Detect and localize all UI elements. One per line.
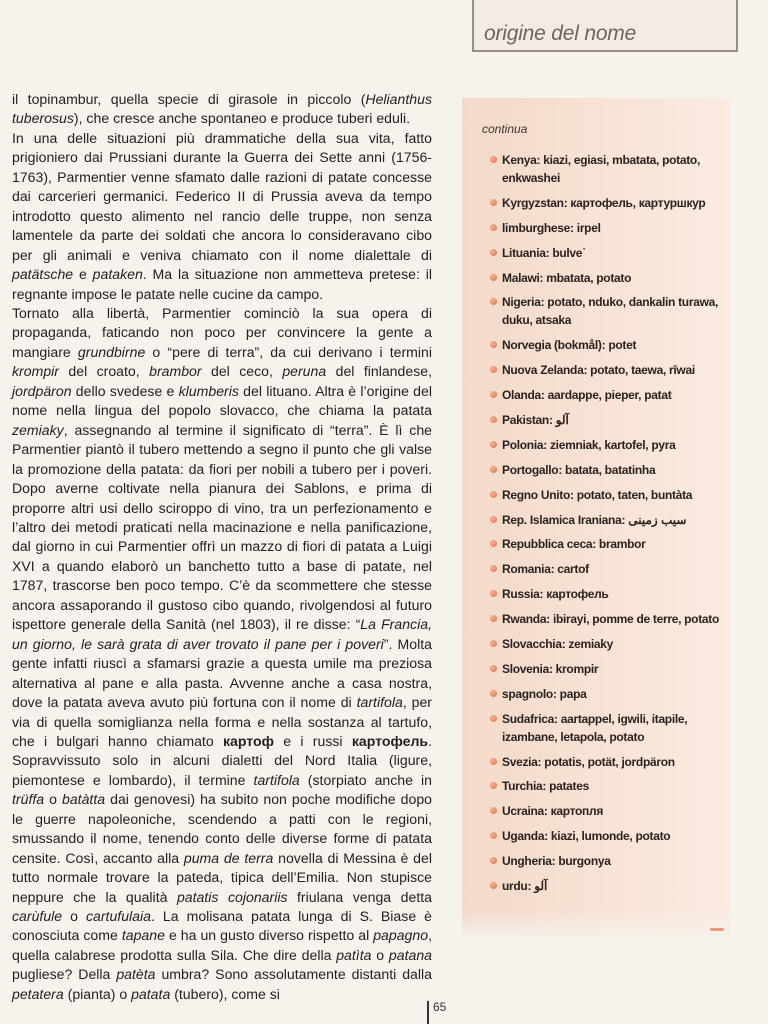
italic-term: batàtta [62,791,106,808]
bullet-icon [490,156,497,163]
text-run: dai genovesi) ha subito non poche modifiche dopo le guerre napoleoniche, scendendo a patti con le regioni, smussando il nome, tenendo conto delle diverse forme di patata censite. Così, accanto alla [12,791,432,866]
bullet-icon [490,882,497,889]
decorative-dash [710,928,724,931]
list-item [490,269,722,287]
text-run: In una delle situazioni più drammatiche della sua vita, fatto prigioniero dai Prussiani durante la Guerra dei Sette anni (1756-1763), Parmentier venne sfamato dalle razioni di patate concesse dai carcerieri germanici. Federico II di Prussia aveva da tempo introdotto questo alimento nel rancio delle truppe, non senza lamentele da parte dei soldati che ancora lo consideravano cibo per gli animali e veniva chiamato con il nome dialettale di [12,129,432,263]
italic-term: La Francia, un giorno, le sarà grata di aver trovato il pane per i poveri [12,616,432,652]
list-item [490,535,722,553]
text-run: del finlandese, [326,363,432,380]
bullet-icon [490,516,497,523]
list-item [490,827,722,845]
bullet-icon [490,782,497,789]
text-run: del ceco, [201,363,283,380]
list-item-text: Slovacchia: zemiaky [502,637,614,652]
text-run: o [44,791,62,808]
list-item [490,219,722,237]
italic-term: patana [388,946,432,963]
text-run: , assegnando al termine il significato di “terra”. È lì che Parmentier piantò il tubero mettendo a segno il punto che gli valse la promozione della patata: da fiori per nobili a tubero per i poveri. Dopo averne coltivate nella pianura dei Sablons, e prima di proporre altri usi dello sciroppo di vino, tra un perfezionamento e l’altro dei metodi praticati nella macinazione e nella panificazione, dal giorno in cui Parmentier offrì un mazzo di fiori di patata a Luigi XVI a quando elaborò un banchetto tutto a base di patate, nel 1787, trascorse ben poco tempo. C’è da scommettere che stesse ancora assaporando il gustoso cibo quando, rivolgendosi al futuro ispettore generale della Sanità (nel 1803), il re disse: “ [12,421,432,633]
list-item [490,685,722,703]
text-run: (storpiato anche in [299,771,432,788]
bullet-icon [490,807,497,814]
italic-term: cartufulaia [85,908,151,925]
italic-term: tapane [121,927,165,944]
bullet-icon [490,298,497,305]
list-item-text: Nuova Zelanda: potato, taewa, rīwai [502,363,695,378]
list-item-text: Slovenia: krompir [502,661,599,676]
list-item [490,361,722,379]
bullet-icon [490,758,497,765]
bullet-icon [490,274,497,281]
bullet-icon [490,857,497,864]
list-item [490,777,722,795]
list-item-text: Nigeria: potato, nduko, dankalin turawa, duku, atsaka [502,295,719,328]
bold-term: картоф [222,732,274,749]
italic-term: krompir [12,363,59,380]
bullet-icon [490,391,497,398]
bullet-icon [490,466,497,473]
italic-term: papagno [373,927,429,944]
text-run: novella di Messina è del tutto normale trovare la pateda, tipica dell’Emilia. Non stupisce neppure che la qualità [12,849,432,905]
italic-term: patèta [116,966,156,983]
text-run: pugliese? Della [12,966,117,983]
page-number-divider [427,1001,429,1024]
italic-term: puma de terra [183,849,274,866]
bullet-icon [490,715,497,722]
list-item [490,877,722,895]
list-item-text: Rwanda: ibirayi, pomme de terre, potato [502,612,720,627]
list-item [490,802,722,820]
text-run: . La molisana patata lunga di S. Biase è conosciuta come [12,908,432,944]
list-item-text: Kyrgyzstan: картофель, картуршкур [502,195,706,210]
list-item-text: Pakistan: آلو [502,413,569,428]
list-item-text: Polonia: ziemniak, kartofel, pyra [502,437,676,452]
list-item-text: Portogallo: batata, batatinha [502,462,656,477]
italic-term: peruna [282,363,327,380]
country-name-list [490,151,722,902]
bullet-icon [490,441,497,448]
bold-term: картофель [351,732,429,749]
italic-term: tartifola [253,771,300,788]
text-run: ), che cresce anche spontaneo e produce tuberi eduli. [73,110,411,127]
text-run: e i russi [273,732,352,749]
list-item-text: urdu: آلو [502,879,548,894]
text-run: . Sopravvissuto solo in alcuni dialetti del Nord Italia (ligure, piemontese e lombardo), il termine [12,732,433,788]
list-item-text: Repubblica ceca: brambor [502,537,646,552]
sidebar-fade [462,910,730,940]
list-item-text: Kenya: kiazi, egiasi, mbatata, potato, enkwashei [502,153,700,185]
potato-names-sidebar [462,98,730,940]
text-run: dello svedese e [71,382,179,399]
text-run: . Ma la situazione non ammetteva pretese: il regnante impose le patate nelle cucine da campo. [12,266,432,302]
text-run: ”. Molta gente infatti riuscì a sfamarsi grazie a questa umile ma preziosa alternativa al pane e alla pasta. Avvenne anche a casa nostra, dove la patata aveva avuto più fortuna con il nome di [12,635,432,711]
bullet-icon [490,832,497,839]
main-article-text [12,90,432,1004]
italic-term: jordpäron [12,382,72,399]
list-item [490,293,722,329]
italic-term: zemiaky [12,421,64,438]
list-item-text: Uganda: kiazi, lumonde, potato [502,829,671,844]
bullet-icon [490,690,497,697]
paragraph [12,129,432,304]
text-run: del lituano. Altra è l’origine del nome nella lingua del popolo slovacco, che chiama la patata [12,382,432,419]
list-item [490,151,722,187]
section-title: origine del nome [484,22,637,45]
list-item-text: Romania: cartof [502,562,589,577]
italic-term: klumberis [178,382,239,399]
continued-label: continua [482,122,528,136]
bullet-icon [490,565,497,572]
list-item-text: Sudafrica: aartappel, igwili, itapile, izambane, letapola, potato [502,711,688,744]
bullet-icon [490,199,497,206]
list-item [490,635,722,653]
list-item-text: limburghese: irpel [502,220,601,235]
list-item [490,244,722,262]
list-item-text: Ungheria: burgonya [502,854,611,869]
list-item [490,610,722,628]
italic-term: patatis cojonariis [176,888,288,905]
italic-term: carùfule [12,908,63,925]
list-item-text: Svezia: potatis, potät, jordpäron [502,754,675,769]
list-item [490,461,722,479]
italic-term: patätsche [12,266,74,283]
list-item-text: Rep. Islamica Iraniana: سیب زمینی [502,512,687,527]
page-number: 65 [433,1000,447,1014]
bullet-icon [490,491,497,498]
text-run: il topinambur, quella specie di girasole in piccolo ( [12,91,366,107]
italic-term: patata [131,985,171,1002]
list-item [490,710,722,746]
italic-term: tartifola [356,694,403,711]
text-run: del croato, [58,363,150,380]
bullet-icon [490,615,497,622]
list-item [490,660,722,678]
text-run: Tornato alla libertà, Parmentier cominciò la sua opera di propaganda, faticando non poco per convincere la gente a mangiare [12,304,432,360]
list-item [490,436,722,454]
text-run: friulana venga detta [287,888,432,905]
bullet-icon [490,224,497,231]
bullet-icon [490,590,497,597]
text-run: umbra? Sono assolutamente distanti dalla [155,966,432,983]
italic-term: brambor [149,363,202,380]
list-item [490,585,722,603]
text-run: e ha un gusto diverso rispetto al [164,927,374,944]
text-run: e [73,266,93,283]
list-item-text: Olanda: aardappe, pieper, patat [502,388,672,403]
text-run: o [371,946,389,963]
list-item-text: spagnolo: papa [502,686,587,701]
list-item-text: Norvegia (bokmål): potet [502,338,637,353]
text-run: o [62,908,86,925]
bullet-icon [490,416,497,423]
bullet-icon [490,249,497,256]
bullet-icon [490,640,497,647]
paragraph [12,304,432,1004]
list-item [490,386,722,404]
list-item [490,336,722,354]
text-run: o “pere di terra”, da cui derivano i termini [145,343,433,360]
list-item [490,194,722,212]
list-item [490,411,722,429]
list-item [490,511,722,529]
list-item-text: Regno Unito: potato, taten, buntàta [502,487,693,502]
list-item-text: Malawi: mbatata, potato [502,270,632,285]
list-item-text: Ucraina: картопля [502,804,604,819]
bullet-icon [490,540,497,547]
italic-term: patìta [336,946,372,963]
text-run: (tubero), come si [170,985,280,1002]
italic-term: Helianthus tuberosus [12,91,432,127]
text-run: , quella calabrese prodotta sulla Sila. Che dire della [12,927,432,963]
paragraph [12,90,432,129]
bullet-icon [490,665,497,672]
list-item [490,560,722,578]
italic-term: pataken [92,266,143,283]
text-run: (pianta) o [63,985,132,1002]
italic-term: grundbirne [77,343,146,360]
italic-term: trüffa [12,791,45,808]
list-item-text: Turchia: patates [502,779,589,794]
list-item-text: Lituania: bulve˙ [502,245,586,260]
list-item [490,753,722,771]
bullet-icon [490,366,497,373]
italic-term: petatera [12,985,64,1002]
list-item [490,852,722,870]
list-item-text: Russia: картофель [502,587,609,602]
section-header-box [472,0,738,52]
list-item [490,486,722,504]
bullet-icon [490,341,497,348]
text-run: , per via di quella somiglianza nella forma e nella sostanza al tartufo, che i bulgari hanno chiamato [12,694,432,749]
